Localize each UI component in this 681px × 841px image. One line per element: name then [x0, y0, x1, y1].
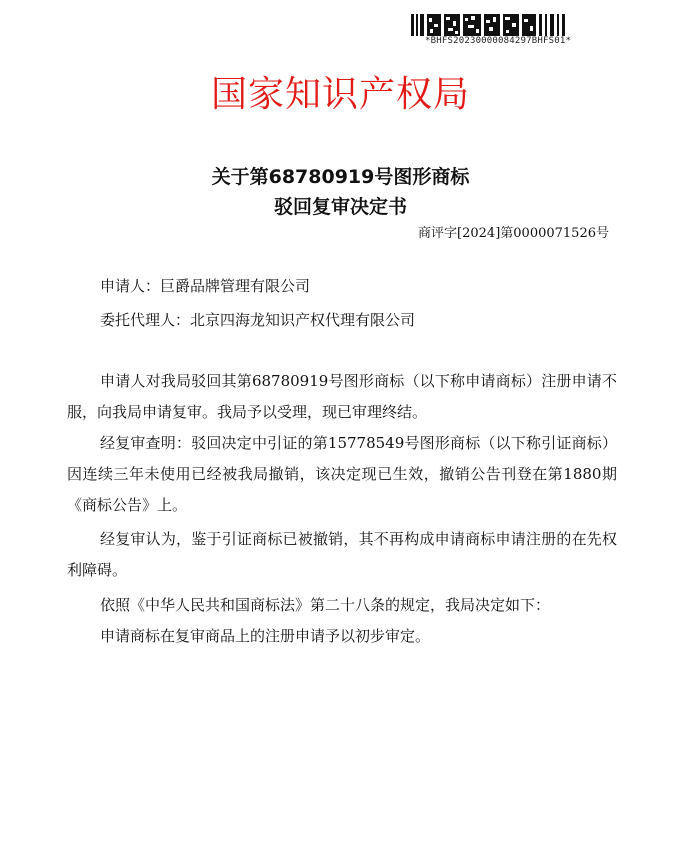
barcode-serial: *BHFS20230000084297BHFS01*	[425, 36, 572, 46]
paragraph-3: 经复审认为，鉴于引证商标已被撤销，其不再构成申请商标申请注册的在先权利障碍。	[67, 530, 617, 579]
paragraph-4: 依照《中华人民共和国商标法》第二十八条的规定，我局决定如下：	[100, 596, 551, 614]
applicant-line: 申请人：巨爵品牌管理有限公司	[100, 277, 311, 295]
paragraph-5: 申请商标在复审商品上的注册申请予以初步审定。	[100, 627, 431, 645]
document-title-line2: 驳回复审决定书	[273, 196, 407, 218]
reference-number: 商评字[2024]第0000071526号	[418, 226, 609, 241]
paragraph-2: 经复审查明：驳回决定中引证的第15778549号图形商标（以下称引证商标）因连续三年未使用已经被我局撤销，该决定现已生效，撤销公告刊登在第1880期《商标公告》上。	[67, 434, 617, 514]
barcode-image	[411, 14, 571, 36]
issuing-authority: 国家知识产权局	[210, 74, 470, 115]
paragraph-1: 申请人对我局驳回其第68780919号图形商标（以下称申请商标）注册申请不服，向我局申请复审。我局予以受理，现已审理终结。	[67, 372, 617, 421]
document-title-line1: 关于第68780919号图形商标	[211, 166, 470, 188]
agent-line: 委托代理人：北京四海龙知识产权代理有限公司	[100, 311, 416, 329]
